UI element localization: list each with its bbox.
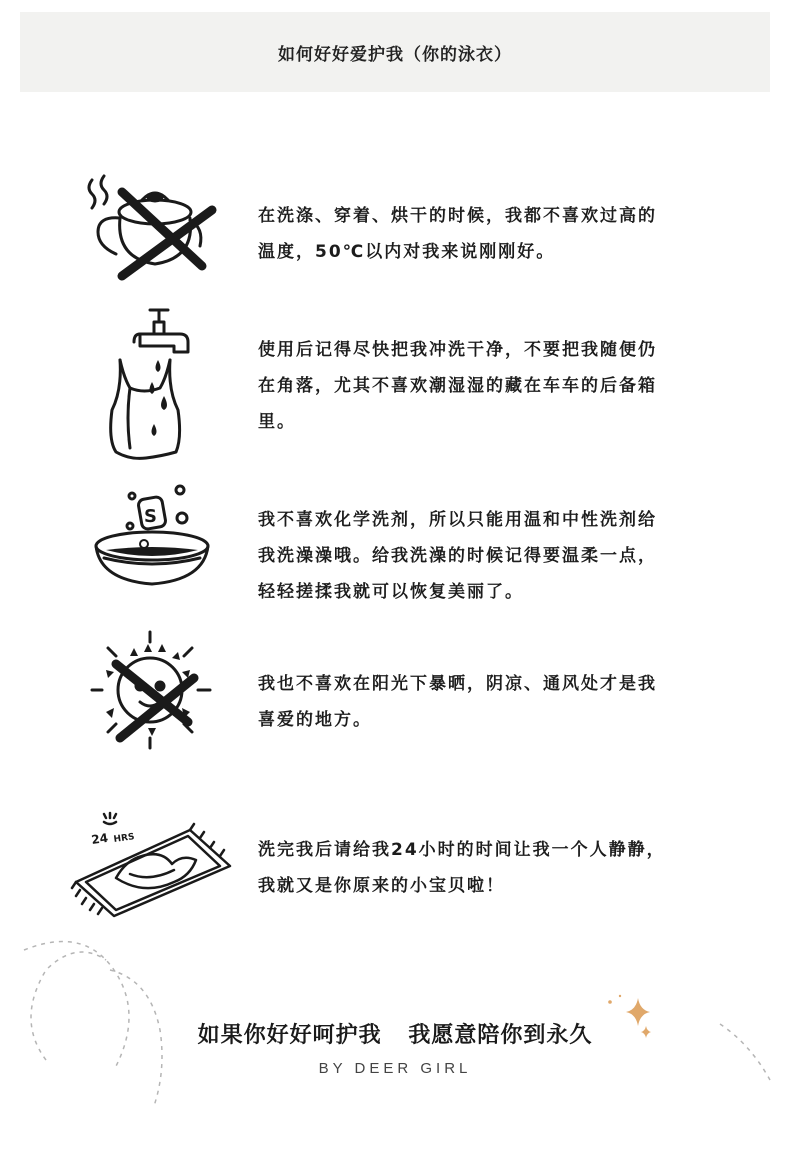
care-text-line: 我就又是你原来的小宝贝啦！ xyxy=(258,876,505,896)
care-text-line: 我洗澡澡哦。给我洗澡的时候记得要温柔一点， xyxy=(258,546,657,566)
page-title: 如何好好爱护我（你的泳衣） xyxy=(278,44,512,65)
care-text-line: 使用后记得尽快把我冲洗干净，不要把我随便仍 xyxy=(258,340,657,360)
rest-24-hours-towel-icon xyxy=(70,808,240,923)
care-text-line: 喜爱的地方。 xyxy=(258,710,372,730)
care-text-line: 洗完我后请给我24小时的时间让我一个人静静， xyxy=(258,840,666,860)
care-text-line: 我也不喜欢在阳光下暴晒，阴凉、通风处才是我 xyxy=(258,674,657,694)
care-text-line: 温度，50℃以内对我来说刚刚好。 xyxy=(258,242,556,262)
footer-slogan: 如果你好好呵护我 我愿意陪你到永久 xyxy=(197,1023,593,1048)
care-text-line: 我不喜欢化学洗剂，所以只能用温和中性洗剂给 xyxy=(258,510,657,530)
svg-text:24: 24 xyxy=(90,830,109,847)
footer-brand: BY DEER GIRL xyxy=(318,1060,472,1077)
care-text-line: 在角落，尤其不喜欢潮湿湿的藏在车车的后备箱 xyxy=(258,376,657,396)
care-text-line: 在洗涤、穿着、烘干的时候，我都不喜欢过高的 xyxy=(258,206,657,226)
care-text-line: 里。 xyxy=(258,412,296,432)
no-hot-water-kettle-icon xyxy=(70,170,240,290)
wash-basin-soap-icon xyxy=(70,484,240,594)
svg-text:S: S xyxy=(144,506,157,527)
care-text-line: 轻轻搓揉我就可以恢复美丽了。 xyxy=(258,582,524,602)
rinse-swimsuit-under-tap-icon xyxy=(70,300,240,465)
header-banner xyxy=(20,12,770,92)
svg-text:HRS: HRS xyxy=(113,832,136,845)
no-sun-exposure-icon xyxy=(70,628,240,753)
